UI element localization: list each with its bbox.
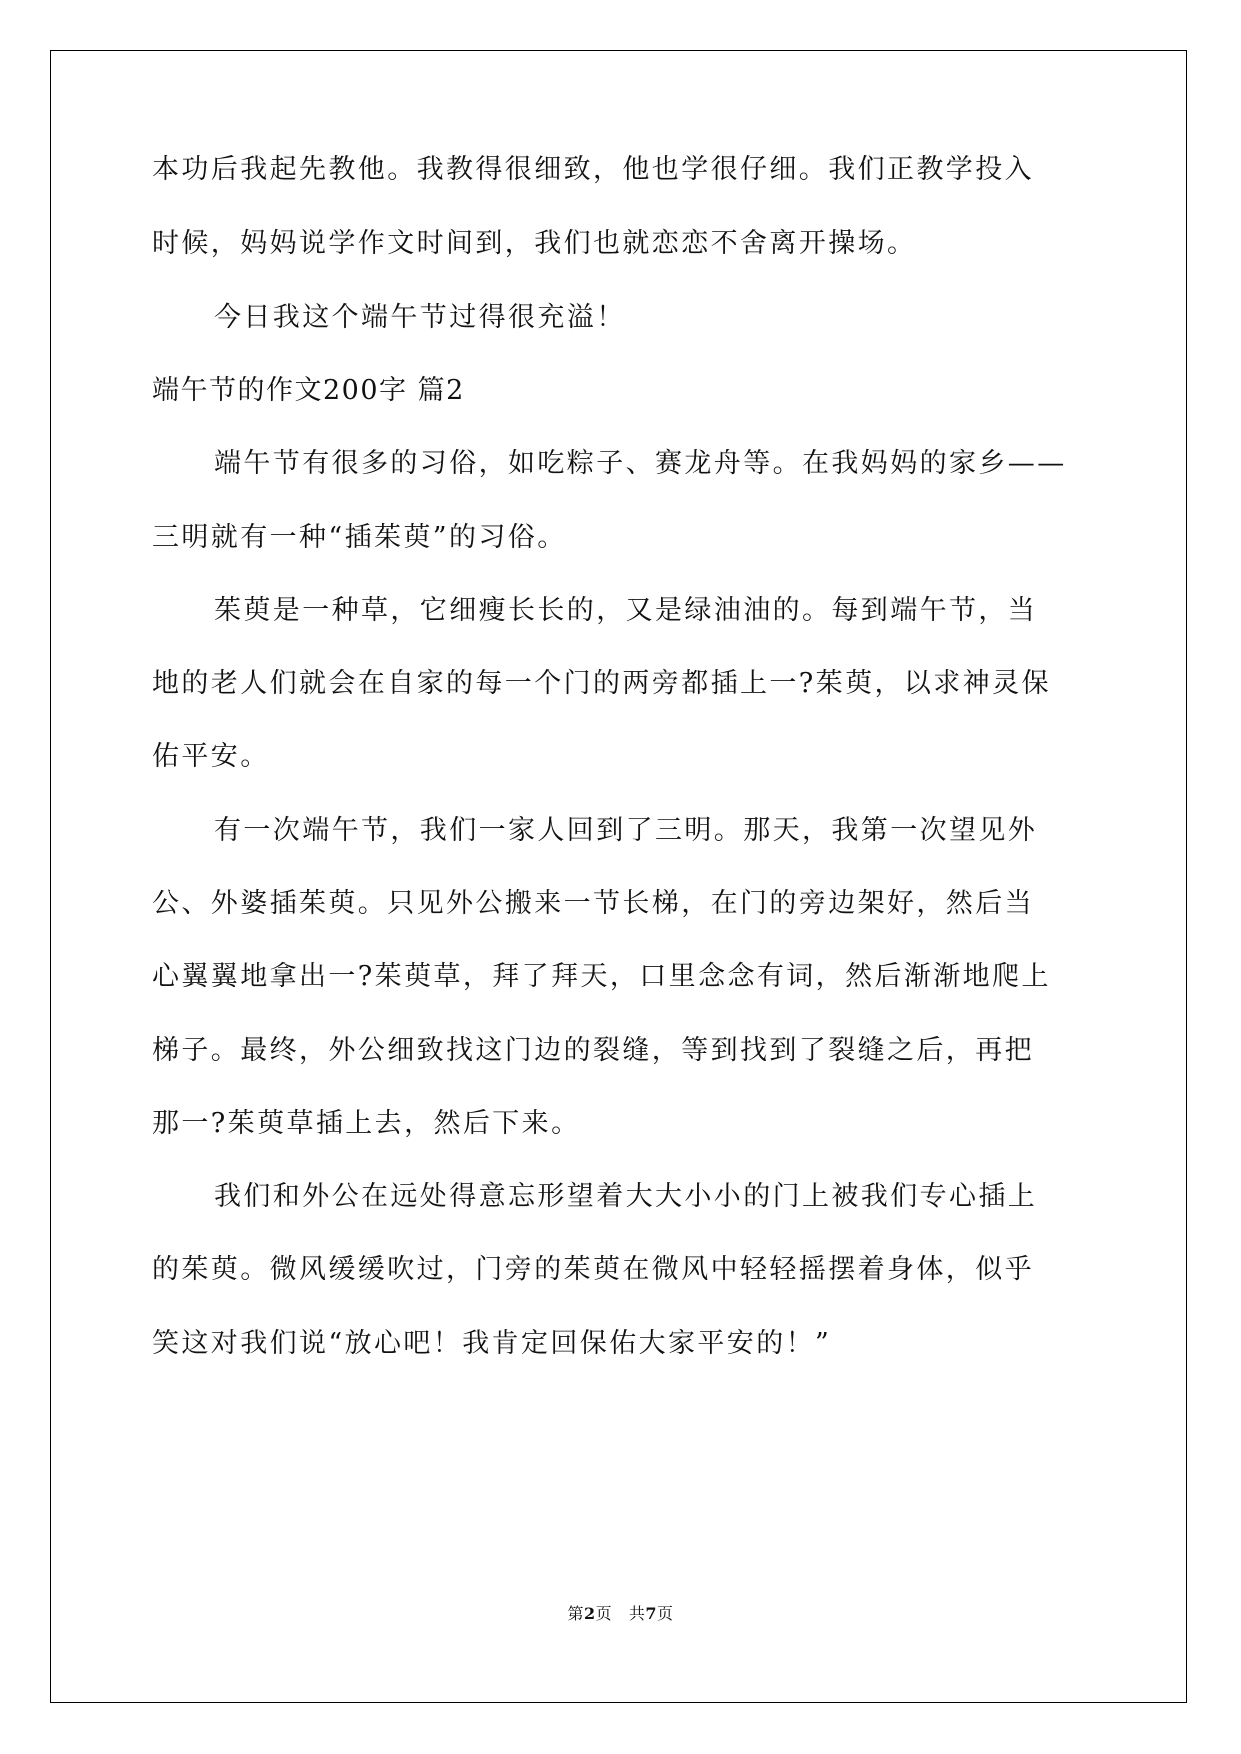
paragraph-line-9: 佑平安。: [152, 741, 270, 772]
page-footer: [0, 1604, 1241, 1624]
paragraph-line-6: 三明就有一种“插茱萸”的习俗。: [152, 522, 567, 553]
page-border: [50, 50, 1187, 1703]
paragraph-line-2: 时候，妈妈说学作文时间到，我们也就恋恋不舍离开操场。: [152, 228, 917, 259]
paragraph-line-7: 茱萸是一种草，它细瘦长长的，又是绿油油的。每到端午节，当: [214, 595, 1038, 626]
paragraph-line-14: 那一?茱萸草插上去，然后下来。: [152, 1108, 581, 1139]
total-label-suffix: 页: [657, 1604, 674, 1623]
paragraph-line-15: 我们和外公在远处得意忘形望着大大小小的门上被我们专心插上: [214, 1181, 1038, 1212]
paragraph-line-16: 的茱萸。微风缓缓吹过，门旁的茱萸在微风中轻轻摇摆着身体，似乎: [152, 1254, 1034, 1285]
paragraph-line-13: 梯子。最终，外公细致找这门边的裂缝，等到找到了裂缝之后，再把: [152, 1035, 1034, 1066]
page-number: 2: [583, 1604, 596, 1623]
paragraph-line-17: 笑这对我们说“放心吧！我肯定回保佑大家平安的！”: [152, 1328, 832, 1359]
paragraph-line-3: 今日我这个端午节过得很充溢！: [214, 302, 626, 333]
page-label-suffix: 页: [595, 1604, 613, 1623]
section-heading: 端午节的作文200字 篇2: [152, 375, 465, 406]
total-label-prefix: 共: [628, 1604, 646, 1623]
page-label-prefix: 第: [567, 1604, 584, 1623]
paragraph-line-5: 端午节有很多的习俗，如吃粽子、赛龙舟等。在我妈妈的家乡——: [214, 448, 1067, 479]
total-pages: 7: [645, 1604, 658, 1623]
paragraph-line-1: 本功后我起先教他。我教得很细致，他也学很仔细。我们正教学投入: [152, 154, 1034, 185]
paragraph-line-10: 有一次端午节，我们一家人回到了三明。那天，我第一次望见外: [214, 815, 1038, 846]
paragraph-line-11: 公、外婆插茱萸。只见外公搬来一节长梯，在门的旁边架好，然后当: [152, 888, 1034, 919]
paragraph-line-12: 心翼翼地拿出一?茱萸草，拜了拜天，口里念念有词，然后渐渐地爬上: [152, 961, 1051, 992]
paragraph-line-8: 地的老人们就会在自家的每一个门的两旁都插上一?茱萸，以求神灵保: [152, 668, 1051, 699]
